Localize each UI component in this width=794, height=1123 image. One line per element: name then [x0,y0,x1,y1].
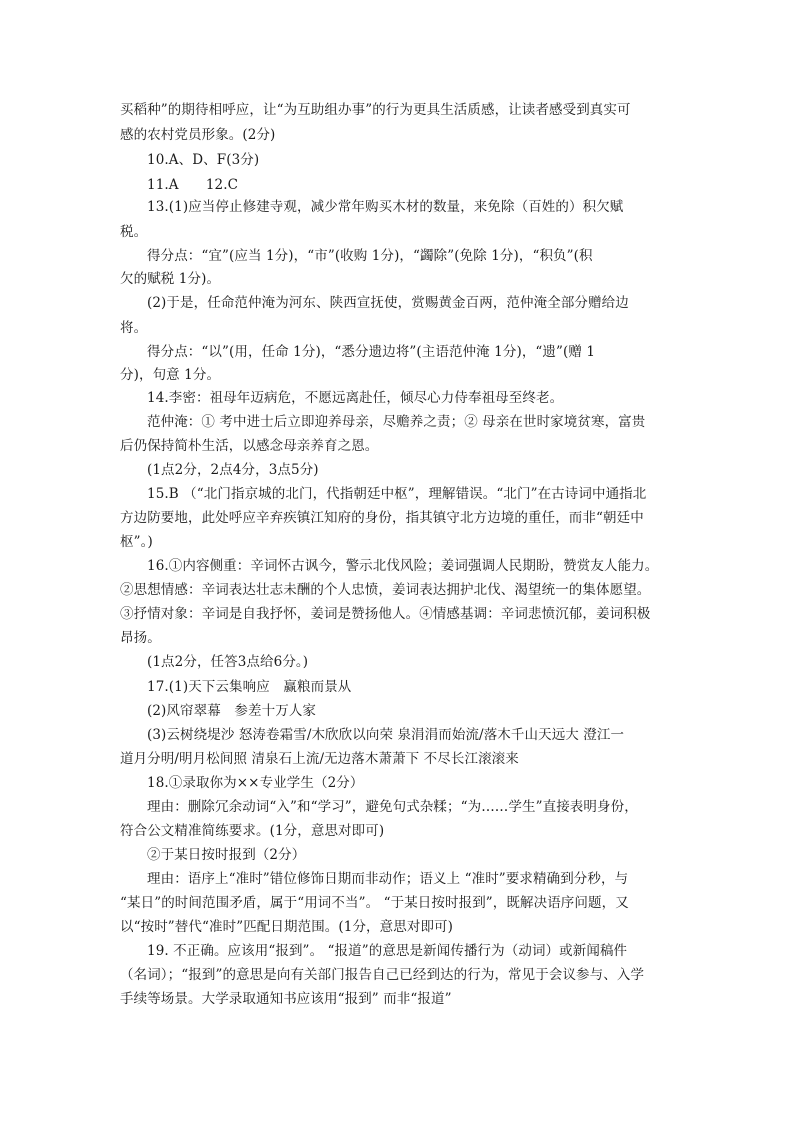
text-line: 范仲淹：① 考中进士后立即迎养母亲，尽赡养之责；② 母亲在世时家境贫寒，富贵 [147,414,646,430]
text-line: 分)，句意 1分。 [120,367,221,383]
answer-14: 14.李密：祖母年迈病危，不愿远离赴任，倾尽心力侍奉祖母至终老。 [147,390,564,406]
text-line: “某日”的时间范围矛盾，属于“用词不当”。 “于某日按时报到”，既解决语序问题，又 [120,895,629,911]
text-line: ②思想情感：辛词表达壮志未酬的个人忠愤，姜词表达拥护北伐、渴望统一的集体愿望。 [120,582,651,598]
reason-line: 理由：语序上“准时”错位修饰日期而非动作；语义上 “准时”要求精确到分秒，与 [147,871,629,887]
text-line: 手续等场景。大学录取通知书应该用“报到” 而非“报道” [120,991,452,1007]
answer-15: 15.B （“北门指京城的北门，代指朝廷中枢”，理解错误。“北门”在古诗词中通指北 [147,486,647,502]
answer-17-3: (3)云树绕堤沙 怒涛卷霜雪/木欣欣以向荣 泉涓涓而始流/落木千山天远大 澄江一 [147,727,625,743]
scoring-points: 得分点：“宜”(应当 1分)，“市”(收购 1分)，“蠲除”(免除 1分)，“积负”(积 [147,248,593,264]
text-line: 将。 [120,320,148,336]
text-line: 以“按时”替代“准时”匹配日期范围。(1分，意思对即可) [120,919,454,935]
text-line: 道月分明/明月松间照 清泉石上流/无边落木萧萧下 不尽长江滚滚来 [120,751,519,767]
scoring-note: (1点2分，任答3点给6分。) [147,654,309,670]
answer-17-2: (2)风帘翠幕 参差十万人家 [147,703,317,719]
text-line: 符合公文精准简练要求。(1分，意思对即可) [120,823,385,839]
answer-16: 16.①内容侧重：辛词怀古讽今，警示北伐风险；姜词强调人民期盼，赞赏友人能力。 [147,558,659,574]
text-line: 后仍保持简朴生活，以感念母亲养育之恩。 [120,438,379,454]
text-line: 枢”。) [120,534,153,550]
text-line: 感的农村党员形象。(2分) [120,127,276,143]
text-line: 税。 [120,224,148,240]
answer-13-1: 13.(1)应当停止修建寺观，减少常年购买木材的数量，来免除（百姓的）积欠赋 [147,199,624,215]
answer-18-1: 18.①录取你为××专业学生（2分） [147,775,364,791]
answer-13-2: (2)于是，任命范仲淹为河东、陕西宣抚使，赏赐黄金百两，范仲淹全部分赠给边 [147,295,629,311]
text-line: 昂扬。 [120,630,161,646]
answer-18-2: ②于某日按时报到（2分） [147,847,306,863]
text-line: 欠的赋税 1分)。 [120,271,221,287]
text-line: 买稻种”的期待相呼应，让“为互助组办事”的行为更具生活质感，让读者感受到真实可 [120,102,631,118]
answer-19: 19. 不正确。应该用“报到”。 “报道”的意思是新闻传播行为（动词）或新闻稿件 [147,943,628,959]
text-line: 方边防要地，此处呼应辛弃疾镇江知府的身份，指其镇守北方边境的重任，而非“朝廷中 [120,510,644,526]
reason-line: 理由：删除冗余动词“入”和“学习”，避免句式杂糅；“为……学生”直接表明身份， [147,799,638,815]
scoring-points: 得分点：“以”(用，任命 1分)，“悉分遗边将”(主语范仲淹 1分)，“遗”(赠 1 [147,344,596,360]
answer-17-1: 17.(1)天下云集响应 赢粮而景从 [147,679,352,695]
answer-11-12: 11.A 12.C [147,177,239,193]
answer-10: 10.A、D、F(3分) [147,152,260,168]
text-line: （名词）；“报到”的意思是向有关部门报告自己已经到达的行为，常见于会议参与、入学 [120,967,645,983]
text-line: ③抒情对象：辛词是自我抒怀，姜词是赞扬他人。④情感基调：辛词悲愤沉郁，姜词积极 [120,606,651,622]
scoring-note: (1点2分，2点4分，3点5分) [147,462,319,478]
